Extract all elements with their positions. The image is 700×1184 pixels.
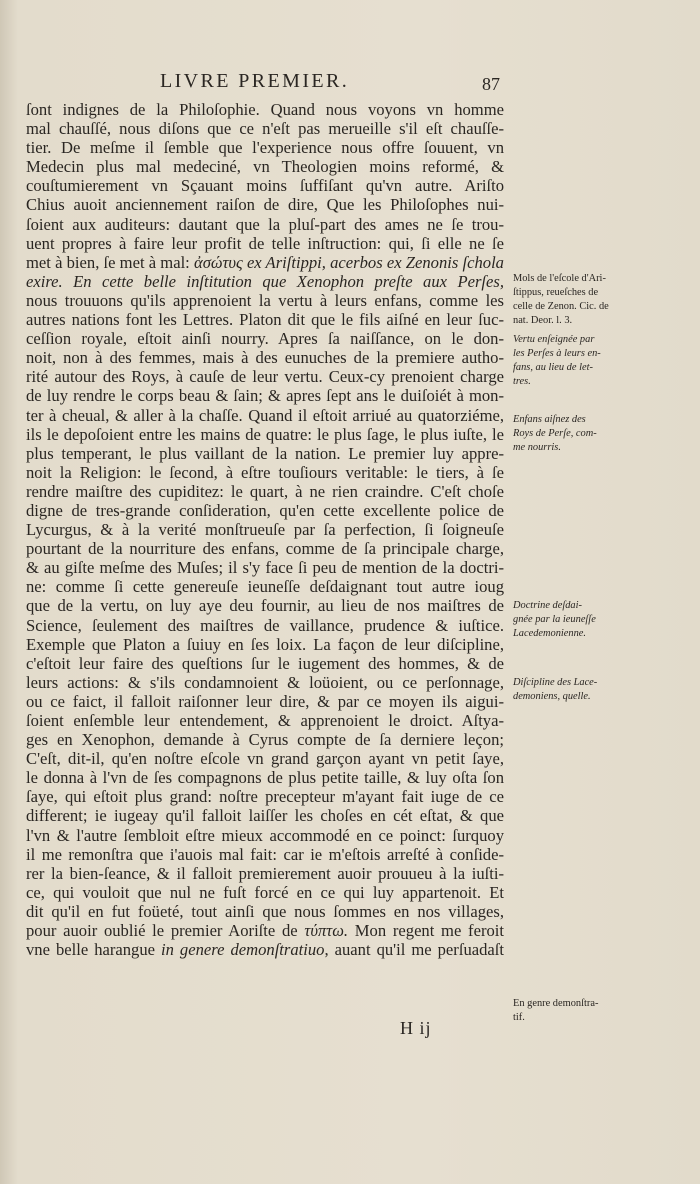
margin-note [513, 272, 623, 328]
note-line: tif. [513, 1012, 525, 1023]
text-segment: vne belle harangue [26, 940, 162, 960]
latin-phrase: in genere demonſtratiuo [161, 940, 325, 960]
note-line: gnée par la ieuneſſe [513, 614, 596, 625]
text-line [26, 253, 504, 272]
greek-word: τύπτω. [304, 921, 349, 941]
note-line: Diſcipline des Lace- [513, 677, 598, 688]
text-line: c'eſtoit leur faire des queſtions ſur le iugement des hommes, & de [26, 653, 504, 673]
text-line: il me remonſtra que i'auois mal fait: car ie m'eſtois arreſté à conſide- [26, 844, 504, 864]
text-line: Exemple que Platon a ſuiuy en ſes loix. La façon de leur diſcipline, [26, 634, 504, 654]
text-line: que de la vertu, on luy aye deu fournir, au lieu de nos maiſtres de [26, 596, 504, 616]
text-line: ceſſion royale, eſtoit ainſi nourry. Apres ſa naiſſance, on le don- [26, 329, 504, 349]
text-line: ne: comme ſi cette genereuſe ieuneſſe deſdaignant tout autre ioug [26, 577, 504, 597]
text-segment: exire. En cette belle inſtitution que Xenophon preſte aux Perſes, [26, 271, 504, 291]
text-line: rité autour des Roys, à cauſe de leur vertu. Ceux-cy prenoient charge [26, 367, 504, 387]
greek-quotation: ἀσώτυς [193, 252, 243, 272]
text-line: different; ie iugeay qu'il falloit laiſſer les choſes en cét eſtat, & que [26, 806, 504, 826]
text-line: digne de tres-grande conſideration, qu'en cette excellente police de [26, 500, 504, 520]
body-text [26, 100, 504, 959]
margin-note [513, 997, 623, 1025]
margin-note [513, 599, 623, 641]
text-segment: pour auoir oublié le premier Aoriſte de [26, 921, 305, 941]
text-line: leurs actions: & s'ils condamnoient & loüoient, ou ce perſonnage, [26, 672, 504, 692]
page-header [0, 66, 700, 100]
text-line: mal chauſſé, nous diſons que ce n'eſt pas merueille s'il eſt chauſſe- [26, 119, 504, 139]
text-line: ſoient enſemble leur entendement, & apprenoient le droict. Aſtya- [26, 711, 504, 730]
note-line: Vertu enſeignée par [513, 334, 595, 345]
text-line: ges en Xenophon, demande à Cyrus compte de ſa derniere leçon; [26, 730, 504, 750]
text-line: le donna à l'vn de ſes compagnons de plus petite taille, & luy oſta ſon [26, 768, 504, 788]
text-line: ter à cheual, & aller à la chaſſe. Quand il eſtoit arriué au quatorziéme, [26, 405, 504, 425]
note-line: nat. Deor. l. 3. [513, 315, 573, 326]
text-line: ou ce faict, il falloit raiſonner leur dire, & par ce moyen ils aigui- [26, 691, 504, 711]
text-line: pourtant de la nourriture des enfans, comme de ſa principale charge, [26, 539, 504, 559]
text-line: plus temperant, le plus vaillant de la nation. Le premier luy appre- [26, 443, 504, 463]
text-segment: met à bien, ſe met à mal: [26, 252, 194, 272]
latin-quotation: ex Ariſtippi, acerbos ex Zenonis ſchola [246, 252, 504, 272]
text-line: couſtumierement vn Sçauant moins ſuffiſant qu'vn autre. Ariſto [26, 176, 504, 196]
text-segment: , auant qu'il me perſuadaſt [324, 940, 504, 960]
text-line: ſaye, qui eſtoit plus grand: noſtre precepteur m'ayant fait iuge de ce [26, 787, 504, 807]
text-line: ſont indignes de la Philoſophie. Quand nous voyons vn homme [26, 100, 504, 119]
margin-note [513, 413, 623, 455]
text-line: rer la bien-ſeance, & il falloit premierement auoir prouueu à la iuſti- [26, 863, 504, 883]
text-line: autres nations font les Lettres. Platon dit que le fils aiſné en leur ſuc- [26, 310, 504, 330]
text-line: uent propres à faire leur profit de telle inſtruction: qui, ſi elle ne ſe [26, 233, 504, 253]
note-line: demoniens, quelle. [513, 691, 591, 702]
text-line: l'vn & l'autre ſembloit eſtre mieux accommodé en ce poinct: ſurquoy [26, 825, 504, 845]
text-line: rendre maiſtre des cupiditez: le quart, à ne rien craindre. C'eſt choſe [26, 481, 504, 501]
text-line: tier. De meſme il ſemble que l'experience nous offre ſouuent, vn [26, 138, 504, 158]
text-line [26, 921, 504, 940]
text-line: nous trouuons qu'ils apprenoient la vertu à leurs enfans, comme les [26, 290, 504, 310]
running-title: LIVRE PREMIER. [160, 70, 350, 92]
note-line: fans, au lieu de let- [513, 362, 593, 373]
text-line: de luy rendre le corps beau & ſain; & apres ſept ans le duiſoiét à mon- [26, 386, 504, 406]
text-line: & au giſte meſme des Muſes; il s'y face ſi peu de mention de la doctri- [26, 558, 504, 578]
text-line: ils le depoſoient entre les mains de quatre: le plus ſage, le plus iuſte, le [26, 424, 504, 444]
note-line: Roys de Perſe, com- [513, 428, 597, 439]
text-segment: Mon regent me feroit [348, 921, 504, 941]
page-number: 87 [482, 74, 500, 94]
note-line: les Perſes à leurs en- [513, 348, 601, 359]
note-line: tres. [513, 376, 531, 387]
note-line: Mols de l'eſcole d'Ari- [513, 273, 606, 284]
note-line: celle de Zenon. Cic. de [513, 301, 609, 312]
note-line: Doctrine deſdai- [513, 600, 582, 611]
signature-mark: H ij [400, 1018, 432, 1038]
text-line: Chius auoit anciennement raiſon de dire, Que les Philoſophes nui- [26, 195, 504, 215]
note-line: ſtippus, reueſches de [513, 287, 599, 298]
text-line: ce, qui vouloit que nul ne fuſt forcé en ce qui luy appartenoit. Et [26, 882, 504, 902]
note-line: Enfans aiſnez des [513, 414, 586, 425]
text-line: C'eſt, dit-il, qu'en noſtre eſcole vn grand garçon ayant vn petit ſaye, [26, 749, 504, 769]
text-line: ſoient aux auditeurs: dautant que la pluſ-part des ames ne ſe trou- [26, 214, 504, 234]
text-line [26, 272, 504, 291]
margin-note [513, 333, 623, 389]
text-line: Medecin plus mal medeciné, vn Theologien moins reformé, & [26, 157, 504, 177]
note-line: me nourris. [513, 442, 561, 453]
text-line: Lycurgus, & à la verité monſtrueuſe par ſa perfection, ſi ſoigneuſe [26, 520, 504, 540]
text-line: noit, non à des femmes, mais à des eunuches de la premiere autho- [26, 348, 504, 368]
note-line: En genre demonſtra- [513, 998, 599, 1009]
text-line [26, 940, 504, 959]
note-line: Lacedemonienne. [513, 628, 586, 639]
margin-note [513, 676, 623, 704]
text-line: noit la Religion: le ſecond, à eſtre touſiours veritable: le tiers, à ſe [26, 462, 504, 482]
text-line: dit qu'il en fut foüeté, tout ainſi que nous ſommes en nos villages, [26, 901, 504, 921]
text-line: Science, ſeulement des maiſtres de vaillance, prudence & iuſtice. [26, 615, 504, 635]
